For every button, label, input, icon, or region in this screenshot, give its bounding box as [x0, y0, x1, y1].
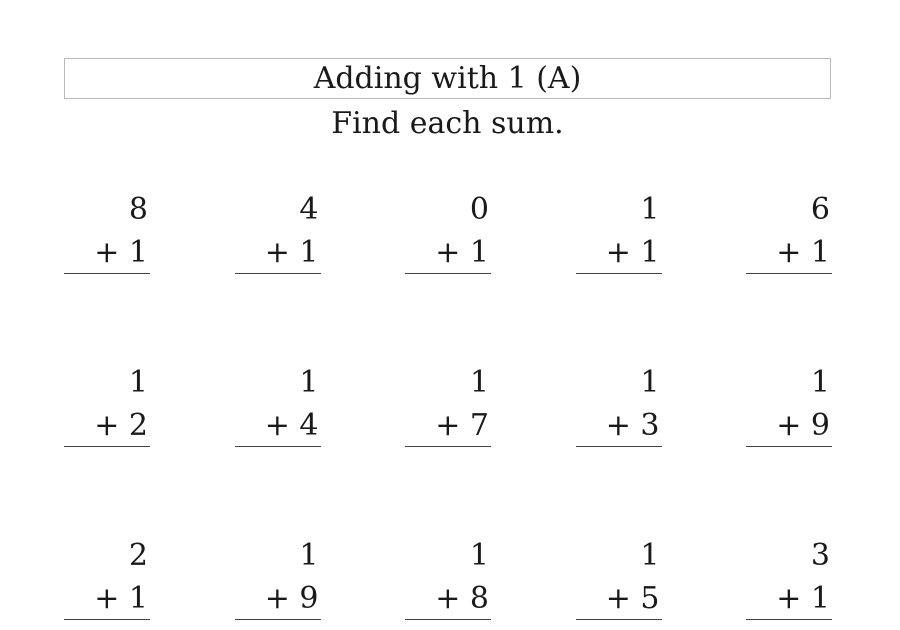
- addition-problem: [576, 363, 662, 453]
- worksheet-instructions: Find each sum.: [331, 106, 564, 141]
- problem-top-number: 1: [299, 365, 319, 400]
- problem-top-number: 1: [640, 538, 660, 573]
- answer-line: [235, 619, 321, 620]
- addition-problem: [64, 363, 150, 453]
- problem-top-number: 0: [469, 192, 489, 227]
- worksheet-title: Adding with 1 (A): [313, 60, 582, 96]
- answer-line: [576, 619, 662, 620]
- problem-top-number: 8: [128, 192, 148, 227]
- problem-bottom-number: + 1: [605, 235, 660, 270]
- answer-line: [746, 273, 832, 274]
- problem-bottom-number: + 2: [94, 408, 148, 443]
- problem-bottom-number: + 1: [435, 235, 489, 270]
- problem-bottom-number: + 1: [94, 235, 148, 270]
- answer-line: [576, 273, 662, 274]
- addition-problem: [235, 536, 321, 626]
- answer-line: [64, 273, 150, 274]
- answer-line: [235, 273, 321, 274]
- problem-top-number: 4: [299, 192, 319, 227]
- problem-bottom-number: + 8: [435, 581, 489, 616]
- problem-top-number: 1: [128, 365, 148, 400]
- problem-top-number: 1: [810, 365, 830, 400]
- problem-bottom-number: + 5: [605, 581, 660, 616]
- problem-bottom-number: + 3: [605, 408, 660, 443]
- answer-line: [405, 446, 491, 447]
- addition-problem: [64, 536, 150, 626]
- addition-problem: [235, 190, 321, 280]
- addition-problem: [405, 190, 491, 280]
- problem-bottom-number: + 1: [776, 235, 830, 270]
- addition-problem: [405, 363, 491, 453]
- addition-problem: [576, 190, 662, 280]
- problem-top-number: 2: [128, 538, 148, 573]
- answer-line: [405, 619, 491, 620]
- addition-problem: [746, 190, 832, 280]
- worksheet-title-box: [64, 58, 831, 99]
- problem-bottom-number: + 9: [776, 408, 830, 443]
- answer-line: [746, 619, 832, 620]
- answer-line: [64, 446, 150, 447]
- problem-bottom-number: + 1: [94, 581, 148, 616]
- problem-bottom-number: + 9: [264, 581, 319, 616]
- answer-line: [576, 446, 662, 447]
- problem-bottom-number: + 1: [264, 235, 319, 270]
- answer-line: [64, 619, 150, 620]
- problem-top-number: 6: [810, 192, 830, 227]
- answer-line: [405, 273, 491, 274]
- problem-top-number: 1: [640, 365, 660, 400]
- addition-problem: [746, 363, 832, 453]
- problem-bottom-number: + 1: [776, 581, 830, 616]
- problem-top-number: 1: [469, 365, 489, 400]
- addition-problem: [235, 363, 321, 453]
- addition-problem: [576, 536, 662, 626]
- addition-problem: [64, 190, 150, 280]
- answer-line: [235, 446, 321, 447]
- problem-top-number: 1: [299, 538, 319, 573]
- addition-problem: [405, 536, 491, 626]
- problem-top-number: 1: [640, 192, 660, 227]
- problem-top-number: 3: [810, 538, 830, 573]
- problem-bottom-number: + 4: [264, 408, 319, 443]
- addition-problem: [746, 536, 832, 626]
- problem-top-number: 1: [469, 538, 489, 573]
- answer-line: [746, 446, 832, 447]
- problem-bottom-number: + 7: [435, 408, 489, 443]
